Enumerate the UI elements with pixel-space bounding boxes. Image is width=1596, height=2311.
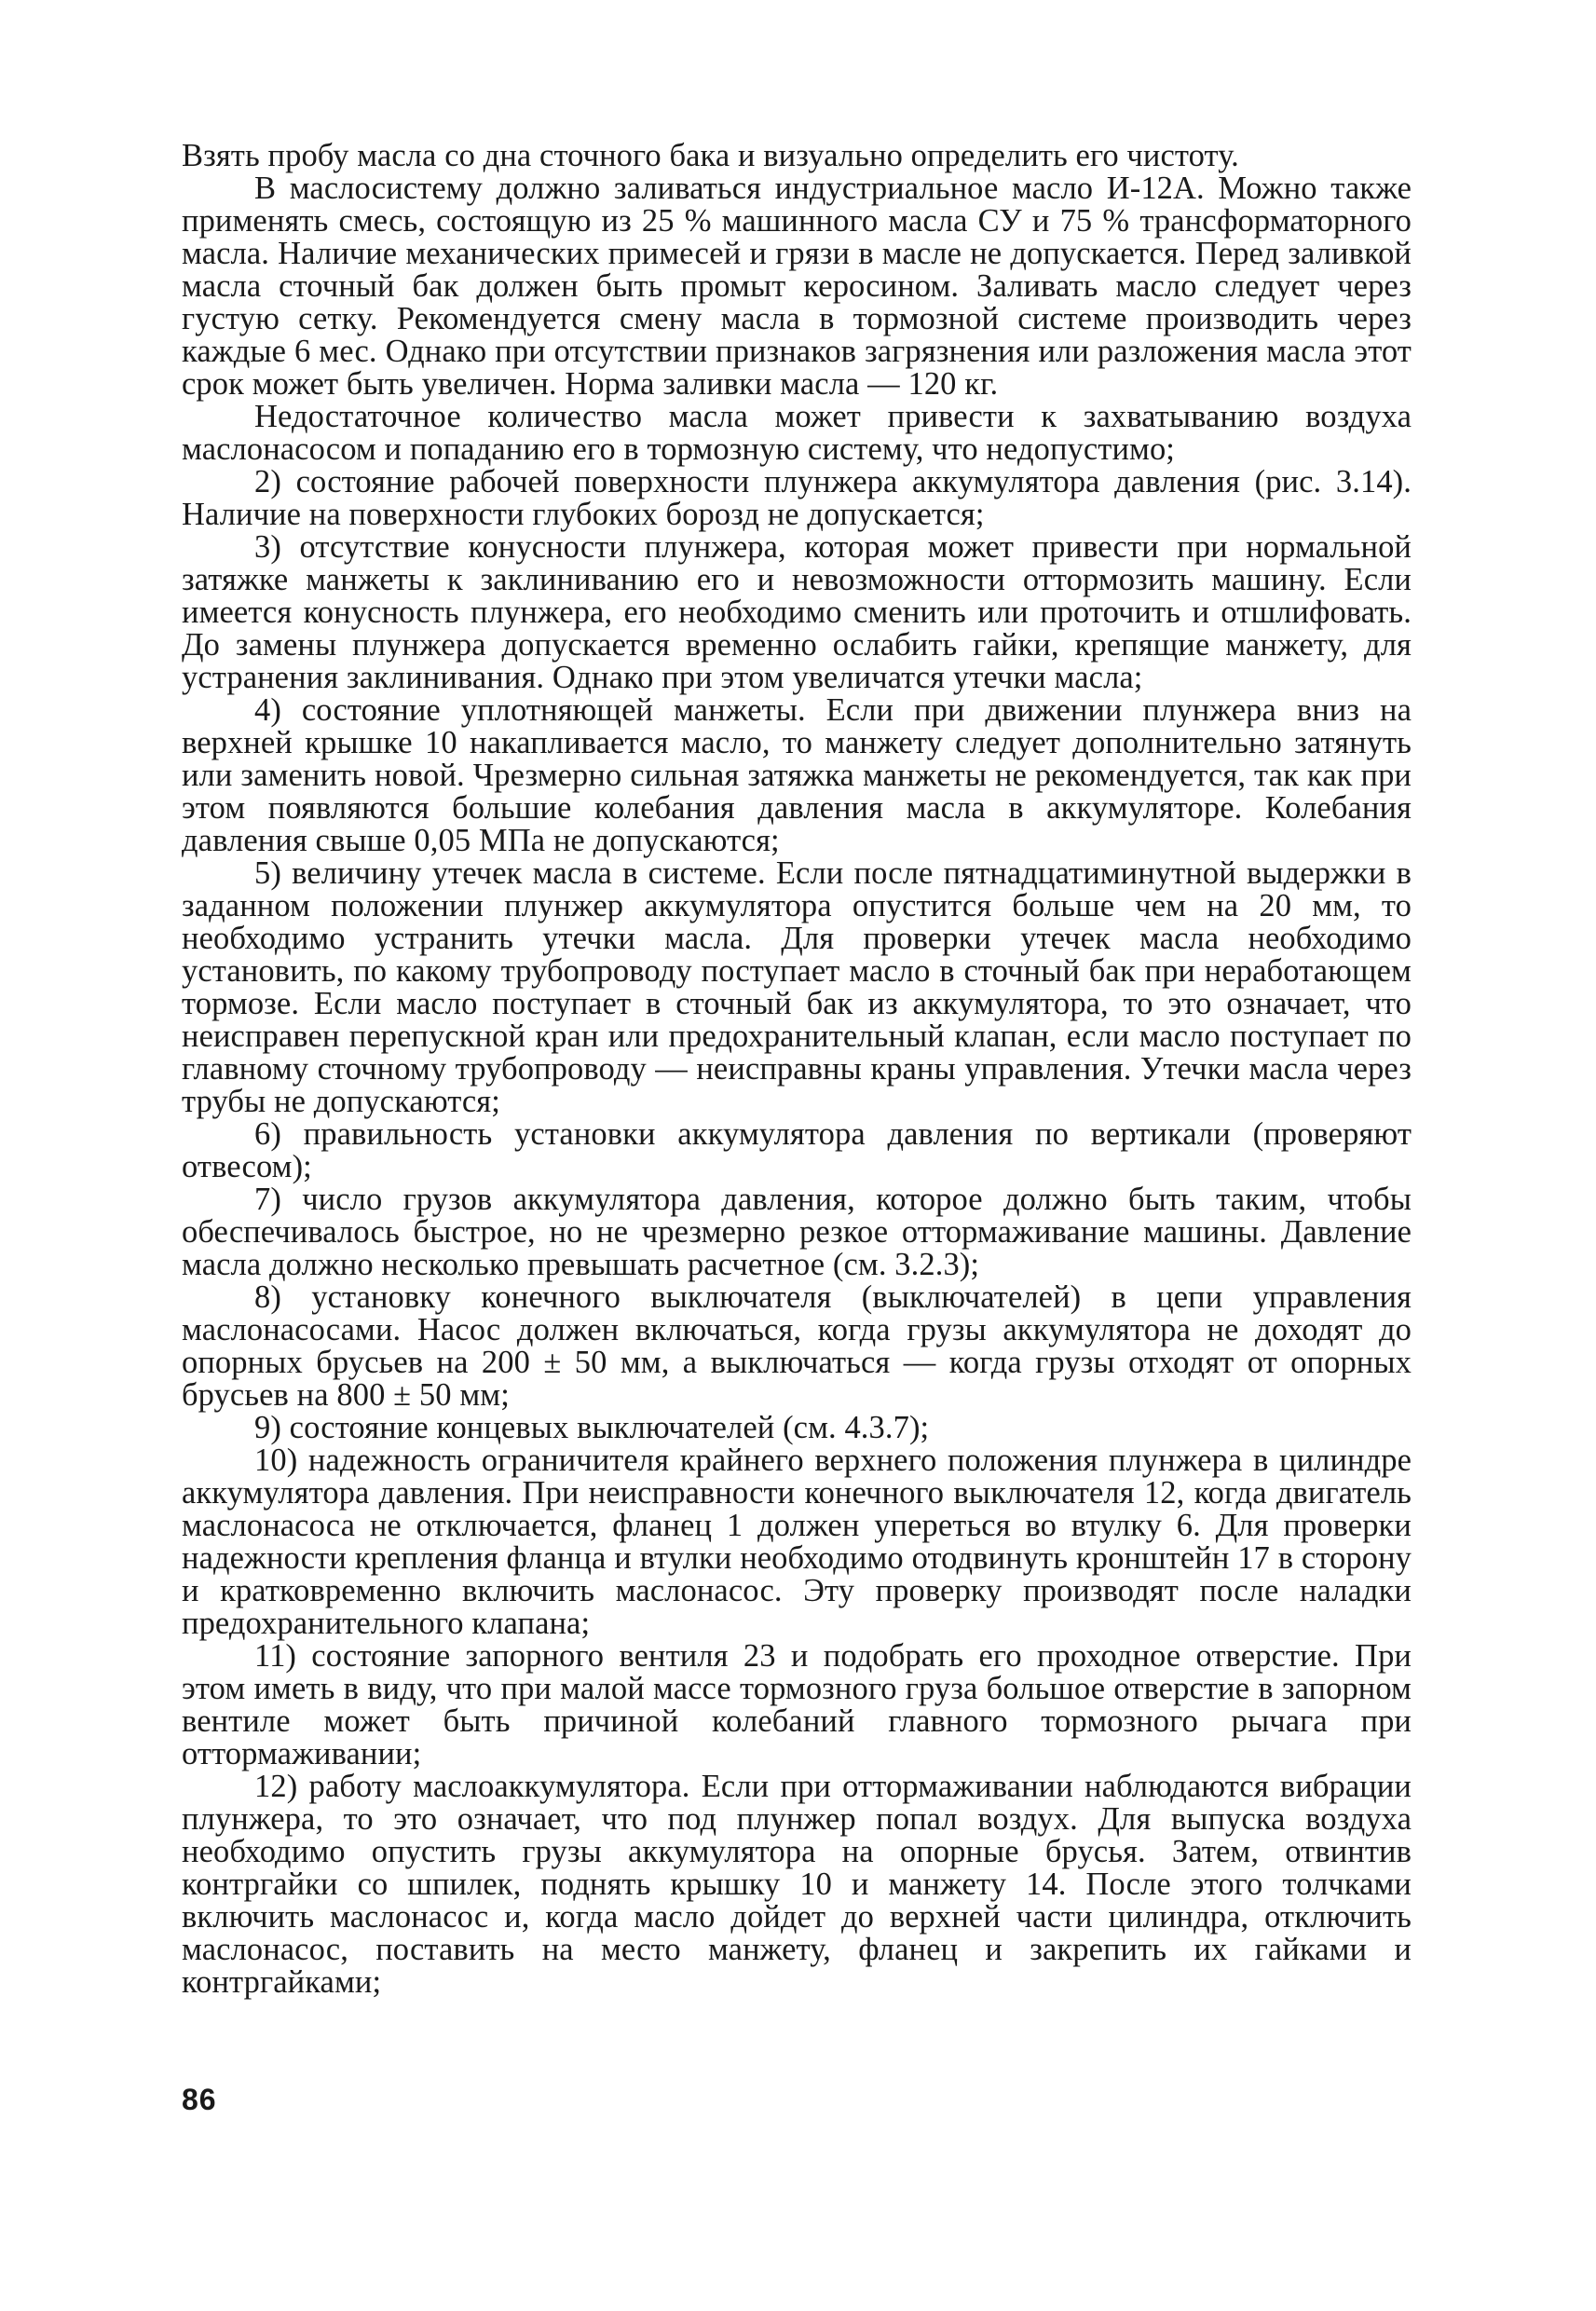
- paragraph-item-8: 8) установку конечного выключателя (выключателей) в цепи управления маслонасосами. Насос должен включаться, когда грузы аккумулятора не доходят до опорных брусьев на 200 ± 50 мм, а выключаться — когда грузы отходят от опорных брусьев на 800 ± 50 мм;: [182, 1279, 1412, 1413]
- paragraph-oil-shortage: Недостаточное количество масла может привести к захватыванию воздуха маслонасосом и попаданию его в тормозную систему, что недопустимо;: [182, 399, 1412, 467]
- paragraph-item-2: 2) состояние рабочей поверхности плунжера аккумулятора давления (рис. 3.14). Наличие на поверхности глубоких борозд не допускается;: [182, 464, 1412, 532]
- paragraph-oil-fill: В маслосистему должно заливаться индустриальное масло И-12А. Можно также применять смесь, состоящую из 25 % машинного масла СУ и 75 % трансформаторного масла. Наличие механических примесей и грязи в масле не допускается. Перед заливкой масла сточный бак должен быть промыт керосином. Заливать масло следует через густую сетку. Рекомендуется смену масла в тормозной системе производить через каждые 6 мес. Однако при отсутствии признаков загрязнения или разложения масла этот срок может быть увеличен. Норма заливки масла — 120 кг.: [182, 171, 1412, 402]
- body-text: [182, 140, 1412, 1999]
- paragraph-item-12: 12) работу маслоаккумулятора. Если при оттормаживании наблюдаются вибрации плунжера, то это означает, что под плунжер попал воздух. Для выпуска воздуха необходимо опустить грузы аккумулятора на опорные брусья. Затем, отвинтив контргайки со шпилек, поднять крышку 10 и манжету 14. После этого толчками включить маслонасос и, когда масло дойдет до верхней части цилиндра, отключить маслонасос, поставить на место манжету, фланец и закрепить их гайками и контргайками;: [182, 1769, 1412, 2000]
- paragraph-item-6: 6) правильность установки аккумулятора давления по вертикали (проверяют отвесом);: [182, 1116, 1412, 1184]
- page-number: 86: [182, 2083, 217, 2116]
- paragraph-intro: Взять пробу масла со дна сточного бака и визуально определить его чистоту.: [182, 138, 1239, 173]
- paragraph-item-5: 5) величину утечек масла в системе. Если после пятнадцатиминутной выдержки в заданном положении плунжер аккумулятора опустится больше чем на 20 мм, то необходимо устранить утечки масла. Для проверки утечек масла необходимо установить, по какому трубопроводу поступает масло в сточный бак при неработающем тормозе. Если масло поступает в сточный бак из аккумулятора, то это означает, что неисправен перепускной кран или предохранительный клапан, если масло поступает по главному сточному трубопроводу — неисправны краны управления. Утечки масла через трубы не допускаются;: [182, 855, 1412, 1119]
- paragraph-item-9: 9) состояние концевых выключателей (см. 4.3.7);: [254, 1410, 930, 1445]
- paragraph-item-7: 7) число грузов аккумулятора давления, которое должно быть таким, чтобы обеспечивалось быстрое, но не чрезмерно резкое оттормаживание машины. Давление масла должно несколько превышать расчетное (см. 3.2.3);: [182, 1182, 1412, 1282]
- page-body: [182, 140, 1412, 1999]
- paragraph-item-10: 10) надежность ограничителя крайнего верхнего положения плунжера в цилиндре аккумулятора давления. При неисправности конечного выключателя 12, когда двигатель маслонасоса не отключается, фланец 1 должен упереться во втулку 6. Для проверки надежности крепления фланца и втулки необходимо отодвинуть кронштейн 17 в сторону и кратковременно включить маслонасос. Эту проверку производят после наладки предохранительного клапана;: [182, 1443, 1412, 1641]
- paragraph-item-3: 3) отсутствие конусности плунжера, которая может привести при нормальной затяжке манжеты к заклиниванию его и невозможности оттормозить машину. Если имеется конусность плунжера, его необходимо сменить или проточить и отшлифовать. До замены плунжера допускается временно ослабить гайки, крепящие манжету, для устранения заклинивания. Однако при этом увеличатся утечки масла;: [182, 529, 1412, 695]
- paragraph-item-11: 11) состояние запорного вентиля 23 и подобрать его проходное отверстие. При этом иметь в виду, что при малой массе тормозного груза большое отверстие в запорном вентиле может быть причиной колебаний главного тормозного рычага при оттормаживании;: [182, 1638, 1412, 1771]
- paragraph-item-4: 4) состояние уплотняющей манжеты. Если при движении плунжера вниз на верхней крышке 10 накапливается масло, то манжету следует дополнительно затянуть или заменить новой. Чрезмерно сильная затяжка манжеты не рекомендуется, так как при этом появляются большие колебания давления масла в аккумуляторе. Колебания давления свыше 0,05 МПа не допускаются;: [182, 692, 1412, 858]
